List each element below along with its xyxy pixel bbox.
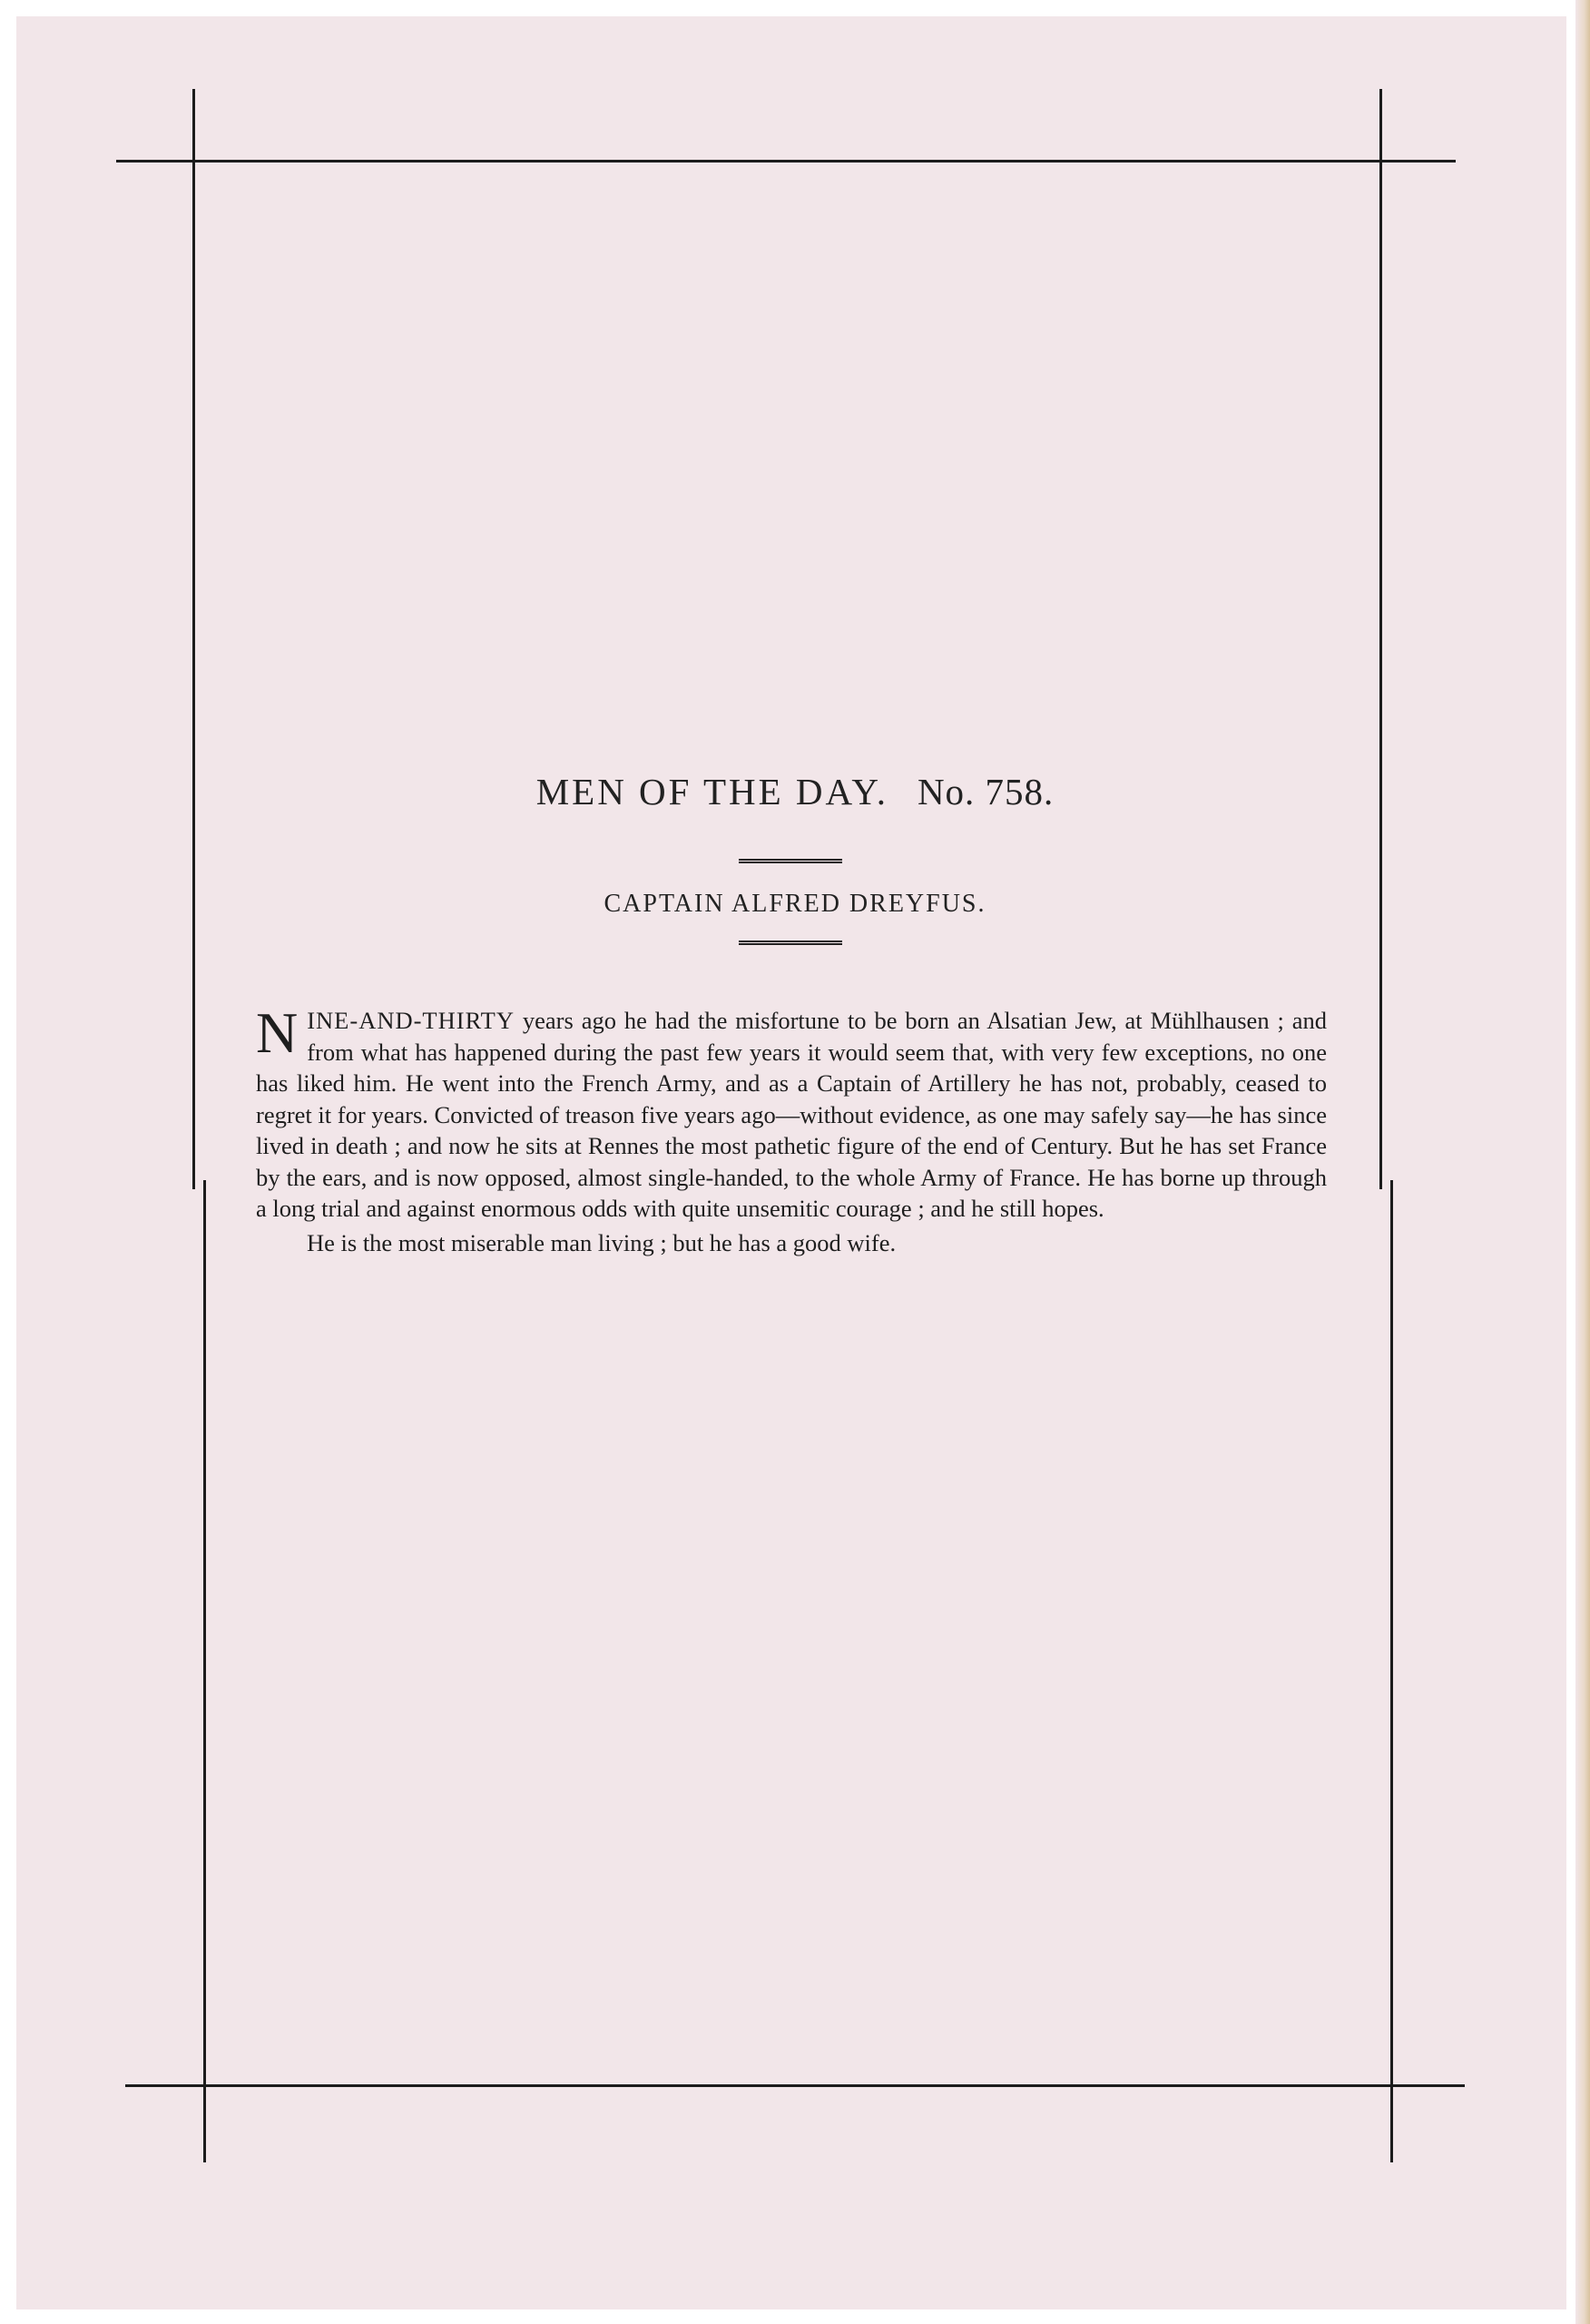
divider-lower [739, 940, 842, 945]
article-body [256, 1000, 1327, 1258]
lead-caps: INE-AND-THIRTY [307, 1007, 515, 1034]
issue-number: No. 758. [917, 771, 1055, 812]
border-top-rule [116, 160, 1456, 162]
article-subtitle: CAPTAIN ALFRED DREYFUS. [604, 890, 986, 918]
border-right-rule-upper [1379, 89, 1382, 1189]
article-paragraph-2: He is the most miserable man living ; but he has a good wife. [307, 1228, 897, 1256]
border-right-rule-lower [1390, 1180, 1393, 2162]
border-left-rule-lower [203, 1180, 206, 2162]
page-title [0, 770, 1590, 813]
title-text: MEN OF THE DAY. [535, 771, 888, 812]
border-left-rule-upper [192, 89, 195, 1189]
paragraph-1-text: years ago he had the misfortune to be born an Alsatian Jew, at Mühlhausen ; and from what has happened during the past few years it would seem that, with very few exceptions, no one has liked him. He went into the French Army, and as a Captain of Artillery he has not, probably, ceased to regret it for years. Convicted of treason five years ago—without evidence, as one may safely say—he has since lived in death ; and now he sits at Rennes the most pathetic figure of the end of Century. But he has set France by the ears, and is now opposed, almost single-handed, to the whole Army of France. He has borne up through a long trial and against enormous odds with quite unsemitic courage ; and he still hopes. [256, 1007, 1327, 1222]
divider-upper [739, 859, 842, 863]
article-paragraph-1 [256, 1000, 1327, 1225]
border-bottom-rule [125, 2084, 1465, 2087]
drop-cap: N [256, 1000, 299, 1065]
page-edge [1575, 0, 1590, 2324]
